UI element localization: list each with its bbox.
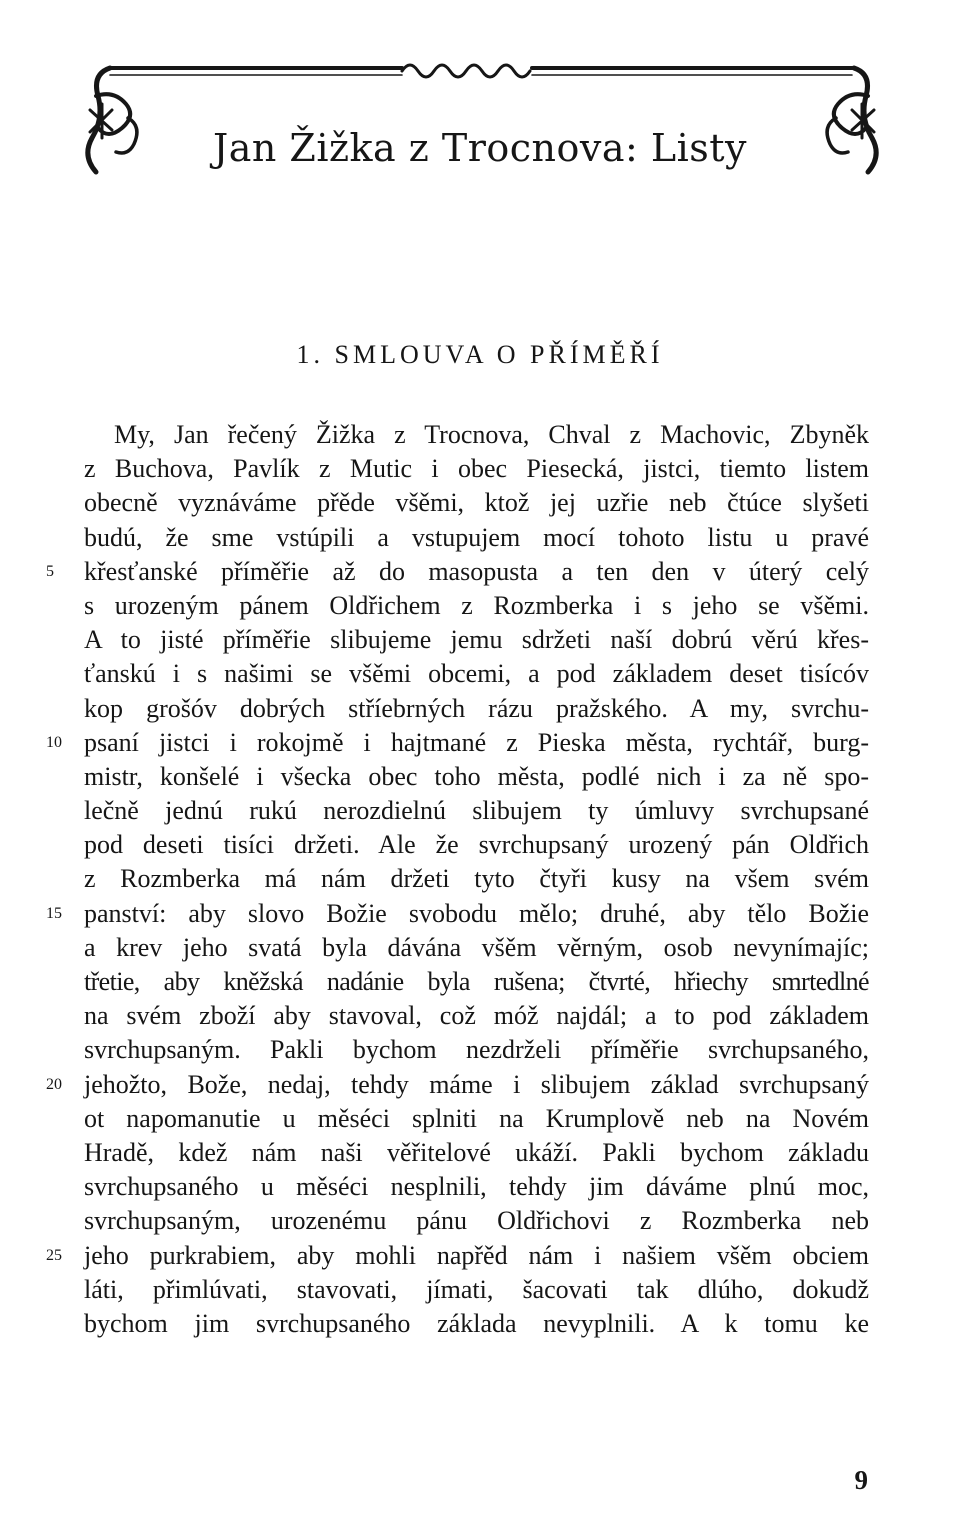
text-line-8: ťanskú i s našimi se všěmi obcemi, a pod základem deset tisícóv xyxy=(84,659,869,689)
line-number: 5 xyxy=(46,563,54,580)
text-line-11: mistr, konšelé i všecka obec toho města, podlé nich i za ně spo- xyxy=(84,761,869,791)
text-line-6: s urozeným pánem Oldřichem z Rozmberka i s jeho se všěmi. xyxy=(84,590,869,620)
text-line-21: ot napomanutie u měséci splniti na Krumplově neb na Novém xyxy=(84,1103,869,1133)
text-line-16: a krev jeho svatá byla dávána všěm věrným, osob nevynímajíc; xyxy=(84,932,869,962)
text-line-14: z Rozmberka má nám držeti tyto čtyři kusy na všem svém xyxy=(84,864,869,894)
text-line-9: kop grošóv dobrých stříebrných rázu pražského. A my, svrchu- xyxy=(84,693,869,723)
text-line-13: pod deseti tisíci držeti. Ale že svrchupsaný urozený pán Oldřich xyxy=(84,830,869,860)
text-line-7: A to jisté příměřie slibujeme jemu sdržeti naší dobrú věrú křes- xyxy=(84,625,869,655)
running-title: Jan Žižka z Trocnova: Listy xyxy=(212,126,748,170)
text-line-20: jehožto, Bože, nedaj, tehdy máme i slibujem základ svrchupsaný xyxy=(84,1069,869,1099)
text-line-17: třetie, aby kněžská nadánie byla rušena; čtvrté, hřiechy smrtedlné xyxy=(84,967,869,996)
text-line-12: lečně jednú rukú nerozdielnú slibujem ty úmluvy svrchupsané xyxy=(84,796,869,826)
text-line-10: psaní jistci i rokojmě i hajtmané z Pieska města, rychtář, burg- xyxy=(84,727,869,757)
line-number: 25 xyxy=(46,1247,62,1264)
line-number: 15 xyxy=(46,905,62,922)
text-line-1: My, Jan řečený Žižka z Trocnova, Chval z Machovic, Zbyněk xyxy=(114,420,869,449)
line-number: 10 xyxy=(46,734,62,751)
text-line-26: láti, přimlúvati, stavovati, jímati, šacovati tak dlúho, dokudž xyxy=(84,1274,869,1304)
text-line-25: jeho purkrabiem, aby mohli napřěd nám i našiem všěm obciem xyxy=(84,1240,869,1270)
body-text xyxy=(84,418,869,1341)
text-line-23: svrchupsaného u měséci nesplnili, tehdy jim dáváme plnú moc, xyxy=(84,1172,869,1202)
text-line-24: svrchupsaným, urozenému pánu Oldřichovi z Rozmberka neb xyxy=(84,1206,869,1236)
text-line-19: svrchupsaným. Pakli bychom nezdrželi příměřie svrchupsaného, xyxy=(84,1035,869,1065)
section-heading: 1. SMLOUVA O PŘÍMĚŘÍ xyxy=(296,340,664,369)
text-line-4: budú, že sme vstúpili a vstupujem mocí tohoto listu u pravé xyxy=(84,522,869,552)
text-line-5: křesťanské příměřie až do masopusta a ten den v úterý celý xyxy=(84,556,869,586)
text-line-15: panství: aby slovo Božie svobodu mělo; druhé, aby tělo Božie xyxy=(84,898,869,928)
page-number: 9 xyxy=(854,1465,868,1495)
line-number: 20 xyxy=(46,1076,62,1093)
text-line-27: bychom jim svrchupsaného základa nevyplnili. A k tomu ke xyxy=(84,1308,869,1338)
text-line-2: z Buchova, Pavlík z Mutic i obec Piesecká, jistci, tiemto listem xyxy=(84,454,869,484)
text-line-3: obecně vyznáváme přěde všěmi, ktož jej uzřie neb čtúce slyšeti xyxy=(84,488,869,518)
text-line-18: na svém zboží aby stavoval, což móž najdál; a to pod základem xyxy=(84,1001,869,1031)
text-line-22: Hradě, kdež nám naši věřitelové ukáží. Pakli bychom základu xyxy=(84,1137,869,1167)
